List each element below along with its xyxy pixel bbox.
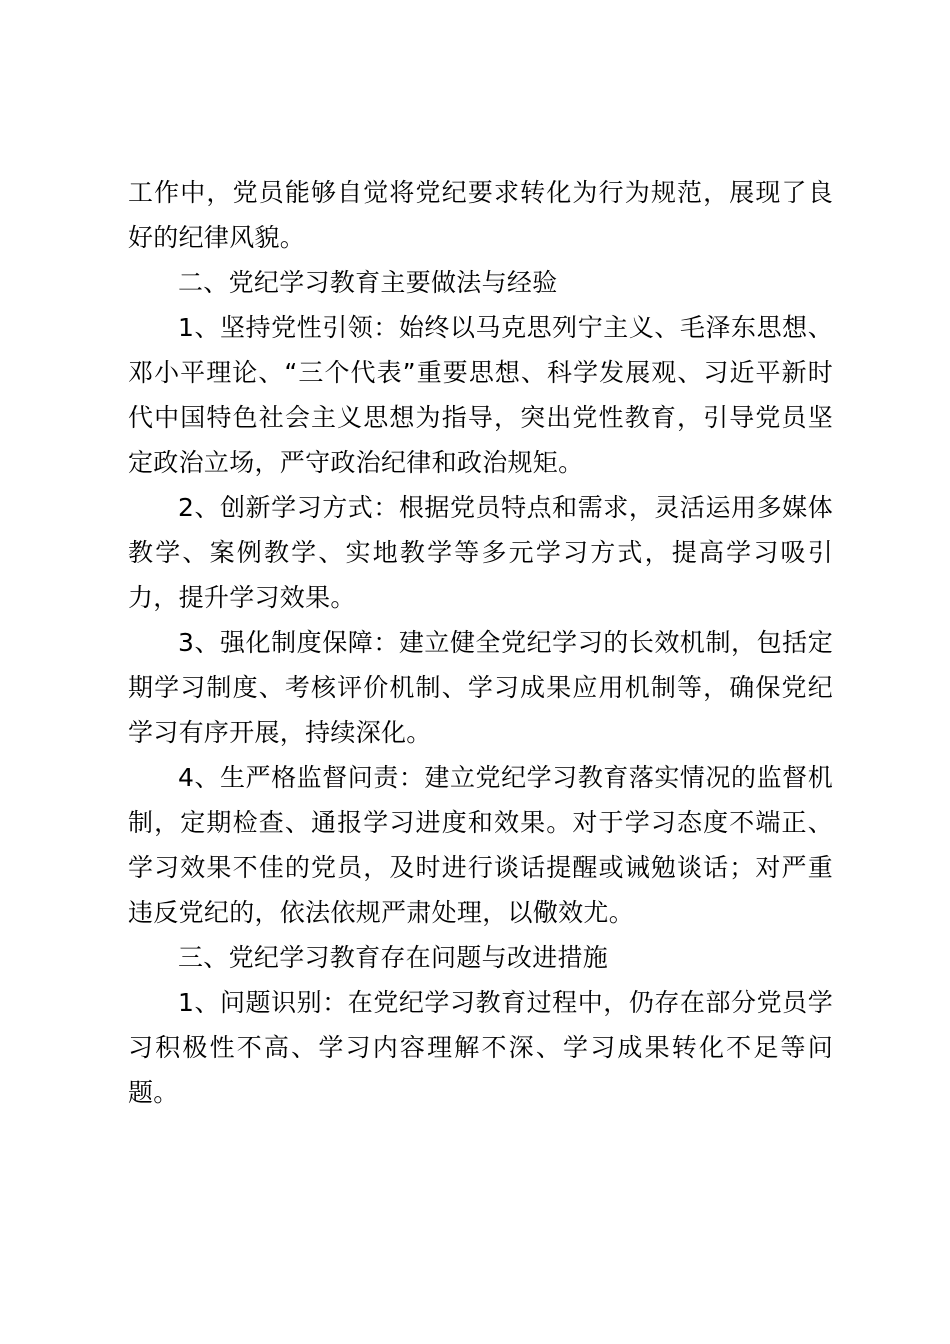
paragraph-item-3: 3、强化制度保障：建立健全党纪学习的长效机制，包括定期学习制度、考核评价机制、学习成果应用机制等，确保党纪学习有序开展，持续深化。 [128, 628, 833, 747]
document-body [128, 170, 833, 1115]
paragraph-item-problem: 1、问题识别：在党纪学习教育过程中，仍存在部分党员学习积极性不高、学习内容理解不深、学习成果转化不足等问题。 [128, 988, 833, 1107]
paragraph-item-1: 1、坚持党性引领：始终以马克思列宁主义、毛泽东思想、邓小平理论、“三个代表”重要思想、科学发展观、习近平新时代中国特色社会主义思想为指导，突出党性教育，引导党员坚定政治立场，严守政治纪律和政治规矩。 [128, 313, 833, 477]
section-heading-2: 二、党纪学习教育主要做法与经验 [178, 268, 558, 297]
section-heading-3: 三、党纪学习教育存在问题与改进措施 [178, 943, 609, 972]
paragraph-item-4: 4、生严格监督问责：建立党纪学习教育落实情况的监督机制，定期检查、通报学习进度和效果。对于学习态度不端正、学习效果不佳的党员，及时进行谈话提醒或诫勉谈话；对严重违反党纪的，依法依规严肃处理，以儆效尤。 [128, 763, 833, 927]
paragraph-item-2: 2、创新学习方式：根据党员特点和需求，灵活运用多媒体教学、案例教学、实地教学等多元学习方式，提高学习吸引力，提升学习效果。 [128, 493, 833, 612]
paragraph-continuation: 工作中，党员能够自觉将党纪要求转化为行为规范，展现了良好的纪律风貌。 [128, 178, 833, 252]
